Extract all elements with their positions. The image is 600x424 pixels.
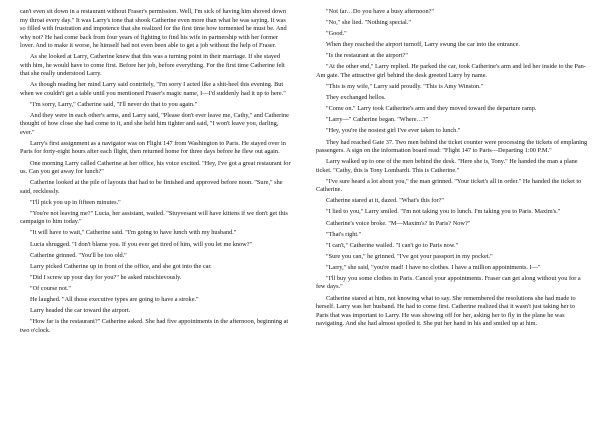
- paragraph: Larry picked Catherine up in front of the office, and she got into the car.: [30, 262, 212, 270]
- paragraph: "Larry," she said, "you're mad! I have no clothes. I have a million appointments. I—": [326, 263, 541, 271]
- paragraph: "I can't," Catherine wailed. "I can't go to Paris now.": [326, 241, 459, 249]
- paragraph: "This is my wife," Larry said proudly. "This is Amy Winston.": [326, 83, 484, 91]
- right-column: [316, 8, 588, 424]
- paragraph: "Hey, you're the nosiest girl I've ever taken to lunch.": [326, 127, 461, 135]
- paragraph: "Not far…Do you have a busy afternoon?": [326, 8, 434, 15]
- paragraph: They exchanged hellos.: [326, 94, 386, 102]
- paragraph: "Come on." Larry took Catherine's arm and they moved toward the departure ramp.: [326, 105, 537, 113]
- paragraph: Catherine stared at him, not knowing what to say. She remembered the resolutions she had made to herself. Larry was her husband. He had to come first. Catherine realized that it wasn't just taking her to Paris that was important to Larry. He was showing off for her, asking her to fly in the plane he was navigating. And she had almost spoiled it. She put her hand in his and smiled up at him.: [316, 294, 576, 328]
- paragraph: "Of course not.": [30, 284, 71, 292]
- paragraph: They had reached Gate 37. Two men behind the ticket counter were processing the tickets of emplaning passengers. A sign on the information board read: "Flight 147 to Paris—Departing 1:00 P.M.": [316, 138, 588, 155]
- paragraph: Larry headed the car toward the airport.: [30, 307, 131, 315]
- paragraph: "I'm sorry, Larry," Catherine said, "I'll never do that to you again.": [30, 100, 198, 108]
- paragraph: "It will have to wait," Catherine said. "I'm going to have lunch with my husband.": [30, 229, 237, 237]
- paragraph: can't even sit down in a restaurant without Fraser's permission. Well, I'm sick of having him shoved down my throat every day." It was Larry's tone that shook Catherine even more than what he was saying. It was so filled with frustration and impotence that she realized for the first time how tormented he must be. And why not? He had come back from four years of fighting to find his wife in partnership with her former lover. And to make it worse, he himself had not even been able to get a job without the help of Fraser.: [20, 8, 287, 49]
- paragraph: Catherine grinned. "You'll be too old.": [30, 251, 127, 259]
- paragraph: "I'll pick you up in fifteen minutes.": [30, 198, 121, 206]
- paragraph: "I lied to you," Larry smiled. "I'm not taking you to lunch. I'm taking you to Paris. Maxim's.": [326, 208, 561, 216]
- paragraph: "You're not leaving me?" Lucia, her assistant, wailed. "Stuyvesant will have kittens if we don't get this campaign to him today.": [20, 209, 288, 226]
- paragraph: "Good.": [326, 30, 347, 38]
- paragraph: Catherine stared at it, dazed. "What's this for?": [326, 197, 445, 205]
- paragraph: When they reached the airport turnoff, Larry swung the car into the entrance.: [326, 41, 520, 49]
- left-column: [20, 8, 292, 424]
- paragraph: "I've sure heard a lot about you," the man grinned. "Your ticket's all in order." He handed the ticket to Catherine.: [316, 177, 582, 194]
- paragraph: "No," she lied. "Nothing special.": [326, 19, 411, 27]
- paragraph: Larry walked up to one of the men behind the desk. "Here she is, Tony." He handed the man a plane ticket. "Cathy, this is Tony Lombardi. This is Catherine.": [316, 158, 578, 174]
- paragraph: As she looked at Larry, Catherine knew that this was a turning point in their marriage. If she stayed with him, he would have to come first. Before her job, before everything. For the first time Catherine felt that she really understood Larry.: [20, 53, 285, 78]
- paragraph: "That's right.": [326, 230, 362, 238]
- paragraph: "I'll buy you some clothes in Paris. Cancel your appointments. Fraser can get along without you for a few days.": [316, 274, 581, 291]
- paragraph: "At the other end," Larry replied. He parked the car, took Catherine's arm and led her inside to the Pan-Am gate. The attractive girl behind the desk greeted Larry by name.: [316, 63, 586, 79]
- paragraph: One morning Larry called Catherine at her office, his voice excited. "Hey, I've got a great restaurant for us. Can you get away for lunch?": [20, 159, 291, 176]
- paragraph: He laughed. "All those executive types are going to have a stroke.": [30, 296, 199, 303]
- paragraph: As though reading her mind Larry said contritely, "I'm sorry I acted like a shit-heel this evening. But when we couldn't get a table until you mentioned Fraser's magic name, I—I'd suddenly had it up to here.": [20, 81, 286, 97]
- paragraph: "Did I screw up your day for you?" he asked mischievously.: [30, 273, 182, 281]
- paragraph: Larry's first assignment as a navigator was on Flight 147 from Washington to Paris. He stayed over in Paris for forty-eight hours after each flight, then returned home for three days before he flew out again.: [20, 139, 286, 156]
- paragraph: "How far is the restaurant?" Catherine asked. She had five appointments in the afternoon, beginning at two o'clock.: [20, 318, 289, 334]
- paragraph: "Is the restaurant at the airport?": [326, 52, 408, 60]
- paragraph: And they were in each other's arms, and Larry said, "Please don't ever leave me, Cathy," and Catherine thought of how close she had come to it, and she held him tighter and said, "I won't leave you, darling, ever.": [20, 111, 289, 136]
- paragraph: Lucia shrugged. "I don't blame you. If you ever get tired of him, will you let me know?": [30, 240, 253, 248]
- paragraph: Catherine's voice broke. "M—Maxim's? In Paris? Now?": [326, 219, 471, 227]
- paragraph: "Sure you can," he grinned. "I've got your passport in my pocket.": [326, 252, 493, 260]
- paragraph: "Larry—" Catherine began. "Where…?": [326, 116, 429, 124]
- paragraph: Catherine looked at the pile of layouts that had to be finished and approved before noon. "Sure," she said, recklessly.: [20, 179, 283, 195]
